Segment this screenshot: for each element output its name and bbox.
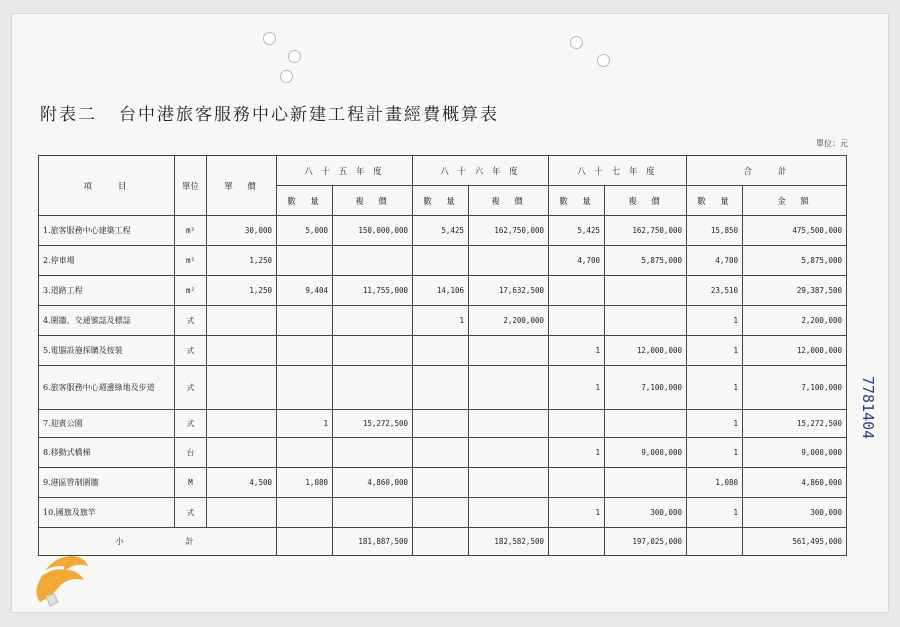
table-row [39,306,847,336]
table-row [39,498,847,528]
row-cost-86 [469,468,549,498]
subtotal-amount: 561,495,000 [743,528,847,556]
punch-hole [570,36,583,49]
row-cost-87: 300,000 [605,498,687,528]
row-item: 7.迎賓公園 [39,410,175,438]
header-qty-85: 數 量 [277,186,333,216]
subtotal-row [39,528,847,556]
row-cost-87: 7,100,000 [605,366,687,410]
punch-hole [263,32,276,45]
row-unit: m² [175,276,207,306]
row-qty-86 [413,410,469,438]
header-unit-price: 單 價 [207,156,277,216]
row-qty-85: 5,000 [277,216,333,246]
row-qty-86: 1 [413,306,469,336]
row-cost-85: 15,272,500 [333,410,413,438]
row-qty-85: 1,080 [277,468,333,498]
row-amount-total: 9,000,000 [743,438,847,468]
row-qty-87: 1 [549,366,605,410]
row-item: 2.停車場 [39,246,175,276]
row-unit-price [207,498,277,528]
row-qty-87 [549,276,605,306]
row-cost-87 [605,306,687,336]
subtotal-label: 小 計 [39,528,277,556]
row-qty-87: 1 [549,438,605,468]
row-item: 8.移動式橋梯 [39,438,175,468]
row-qty-total: 1 [687,306,743,336]
row-cost-85 [333,246,413,276]
row-amount-total: 4,860,000 [743,468,847,498]
row-cost-85: 4,860,000 [333,468,413,498]
row-cost-87: 5,875,000 [605,246,687,276]
row-amount-total: 5,875,000 [743,246,847,276]
row-cost-87 [605,468,687,498]
row-cost-85 [333,306,413,336]
header-year-87: 八 十 七 年 度 [549,156,687,186]
header-cost-85: 複 價 [333,186,413,216]
row-unit-price: 1,250 [207,276,277,306]
row-qty-86 [413,498,469,528]
row-cost-86 [469,246,549,276]
header-amount-total: 金 額 [743,186,847,216]
subtotal-cost-86: 182,582,500 [469,528,549,556]
row-unit-price [207,366,277,410]
header-year-86: 八 十 六 年 度 [413,156,549,186]
row-cost-86 [469,438,549,468]
row-qty-87: 4,700 [549,246,605,276]
row-item: 5.電腦設施採購及按裝 [39,336,175,366]
row-qty-87 [549,468,605,498]
row-cost-85 [333,498,413,528]
budget-table [38,155,847,556]
row-amount-total: 15,272,500 [743,410,847,438]
row-qty-85 [277,306,333,336]
row-qty-85 [277,366,333,410]
row-cost-85: 11,755,000 [333,276,413,306]
title-text: 台中港旅客服務中心新建工程計畫經費概算表 [119,105,499,125]
row-item: 9.港區管制圍牆 [39,468,175,498]
row-qty-86 [413,366,469,410]
row-qty-86 [413,336,469,366]
row-unit: 式 [175,366,207,410]
table-row [39,468,847,498]
row-cost-87: 9,000,000 [605,438,687,468]
archive-stamp-number [858,380,878,392]
appendix-label: 附表二 [40,105,97,125]
row-qty-86: 14,106 [413,276,469,306]
row-unit: M [175,468,207,498]
punch-hole [288,50,301,63]
header-cost-87: 複 價 [605,186,687,216]
row-cost-87 [605,276,687,306]
row-unit: 式 [175,498,207,528]
row-cost-86 [469,366,549,410]
header-total: 合 計 [687,156,847,186]
row-qty-total: 1 [687,410,743,438]
row-cost-85: 150,000,000 [333,216,413,246]
subtotal-cost-85: 181,887,500 [333,528,413,556]
table-row [39,410,847,438]
row-qty-total: 1 [687,438,743,468]
row-cost-86: 2,200,000 [469,306,549,336]
row-unit-price [207,438,277,468]
row-qty-total: 23,510 [687,276,743,306]
row-item: 6.旅客服務中心週邊綠地及步道 [39,366,175,410]
header-qty-total: 數 量 [687,186,743,216]
row-unit-price: 30,000 [207,216,277,246]
document-title [40,100,499,125]
row-qty-total: 1 [687,366,743,410]
row-cost-85 [333,366,413,410]
row-unit-price [207,336,277,366]
row-item: 1.旅客服務中心建築工程 [39,216,175,246]
row-unit: 式 [175,306,207,336]
row-qty-total: 4,700 [687,246,743,276]
row-qty-total: 1 [687,498,743,528]
table-row [39,246,847,276]
row-qty-87 [549,410,605,438]
header-qty-86: 數 量 [413,186,469,216]
unit-label: 單位：元 [816,139,848,148]
row-amount-total: 29,387,500 [743,276,847,306]
row-unit-price [207,306,277,336]
row-amount-total: 300,000 [743,498,847,528]
row-qty-85: 1 [277,410,333,438]
row-qty-85 [277,438,333,468]
row-cost-87: 12,000,000 [605,336,687,366]
row-unit-price: 1,250 [207,246,277,276]
row-qty-86 [413,468,469,498]
row-cost-86 [469,336,549,366]
header-item: 項 目 [39,156,175,216]
row-cost-85 [333,336,413,366]
header-year-85: 八 十 五 年 度 [277,156,413,186]
punch-hole [280,70,293,83]
row-cost-87 [605,410,687,438]
row-unit: m² [175,216,207,246]
row-qty-85 [277,246,333,276]
row-amount-total: 475,500,000 [743,216,847,246]
row-unit: 式 [175,336,207,366]
subtotal-cost-87: 197,025,000 [605,528,687,556]
row-qty-total: 15,850 [687,216,743,246]
header-cost-86: 複 價 [469,186,549,216]
row-amount-total: 2,200,000 [743,306,847,336]
row-item: 3.道路工程 [39,276,175,306]
header-qty-87: 數 量 [549,186,605,216]
row-cost-87: 162,750,000 [605,216,687,246]
row-qty-total: 1 [687,336,743,366]
punch-hole [597,54,610,67]
row-qty-86: 5,425 [413,216,469,246]
row-cost-85 [333,438,413,468]
header-unit: 單位 [175,156,207,216]
row-qty-85 [277,336,333,366]
row-cost-86 [469,498,549,528]
table-row [39,438,847,468]
row-qty-85 [277,498,333,528]
row-amount-total: 12,000,000 [743,336,847,366]
row-item: 10.國旗及旗竿 [39,498,175,528]
row-qty-86 [413,438,469,468]
row-amount-total: 7,100,000 [743,366,847,410]
row-qty-87 [549,306,605,336]
row-qty-87: 5,425 [549,216,605,246]
row-qty-87: 1 [549,336,605,366]
table-row [39,366,847,410]
table-row [39,336,847,366]
row-qty-85: 9,404 [277,276,333,306]
row-unit-price [207,410,277,438]
row-item: 4.圍牆、交通號誌及標誌 [39,306,175,336]
row-cost-86 [469,410,549,438]
archive-logo-icon [28,544,98,610]
table-row [39,216,847,246]
row-qty-total: 1,080 [687,468,743,498]
row-unit: 式 [175,410,207,438]
row-unit: m² [175,246,207,276]
row-qty-86 [413,246,469,276]
row-qty-87: 1 [549,498,605,528]
table-row [39,276,847,306]
row-unit-price: 4,500 [207,468,277,498]
row-cost-86: 17,632,500 [469,276,549,306]
row-unit: 台 [175,438,207,468]
row-cost-86: 162,750,000 [469,216,549,246]
